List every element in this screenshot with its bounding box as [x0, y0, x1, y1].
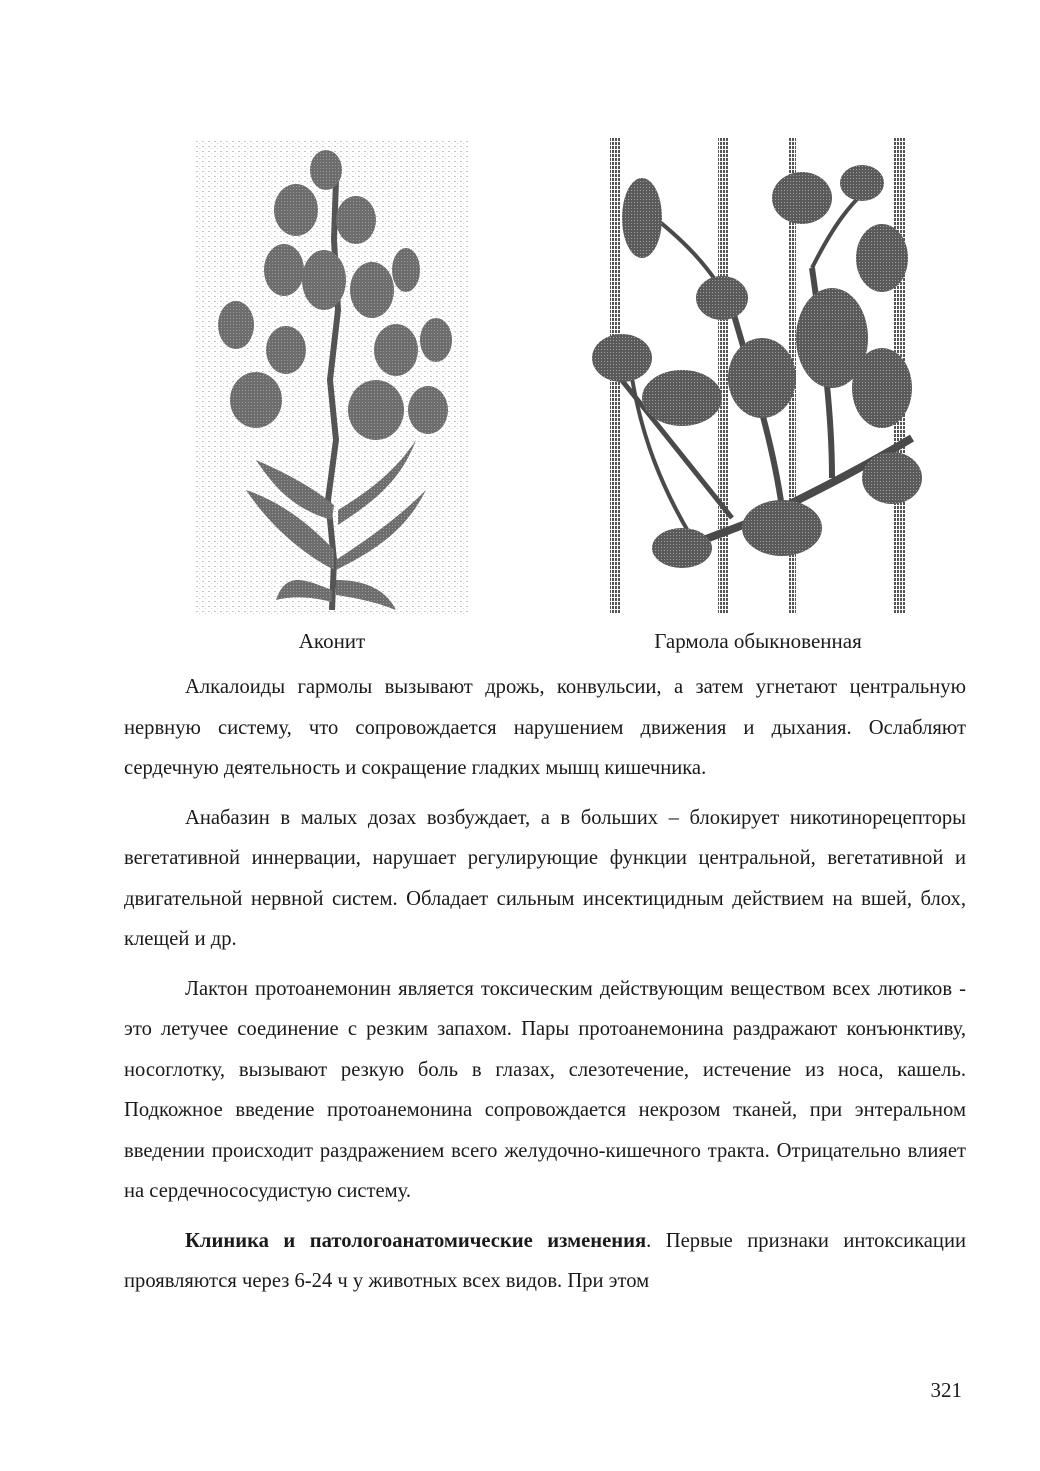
paragraph: Алкалоиды гармолы вызывают дрожь, конвульсии, а затем угнетают центральную нервную систему, что сопровождается нарушением движения и дыхания. Ослабляют сердечную деятельность и сокращение гладких мышц кишечника.: [124, 676, 966, 779]
aconite-plant-illustration: [196, 140, 468, 614]
page-number: 321: [930, 1378, 962, 1402]
paragraph: Анабазин в малых дозах возбуждает, а в больших – блокирует никотинорецепторы вегетативной иннервации, нарушает регулирующие функции центральной, вегетативной и двигательной нервной систем. Обладает сильным инсектицидным действием на вшей, блох, клещей и др.: [124, 806, 966, 950]
figure-caption-aconite: Аконит: [298, 629, 366, 653]
figure-caption-harmala: Гармола обыкновенная: [654, 629, 862, 653]
harmala-plant-illustration: [582, 138, 934, 614]
section-heading: Клиника и патологоанатомические изменения: [185, 1229, 647, 1252]
body-text: [124, 667, 966, 1302]
paragraph: Лактон протоанемонин является токсическим действующим веществом всех лютиков - это летучее соединение с резким запахом. Пары протоанемонина раздражают конъюнктиву, носоглотку, вызывают резкую боль в глазах, слезотечение, истечение из носа, кашель. Подкожное введение протоанемонина сопровождается некрозом тканей, при энтеральном введении происходит раздражением всего желудочно-кишечного тракта. Отрицательно влияет на сердечнососудистую систему.: [124, 977, 966, 1202]
paragraph-text: . Первые признаки интоксикации проявляются через 6-24 ч у животных всех видов. При этом: [124, 1229, 966, 1292]
paragraph: [124, 1221, 966, 1302]
